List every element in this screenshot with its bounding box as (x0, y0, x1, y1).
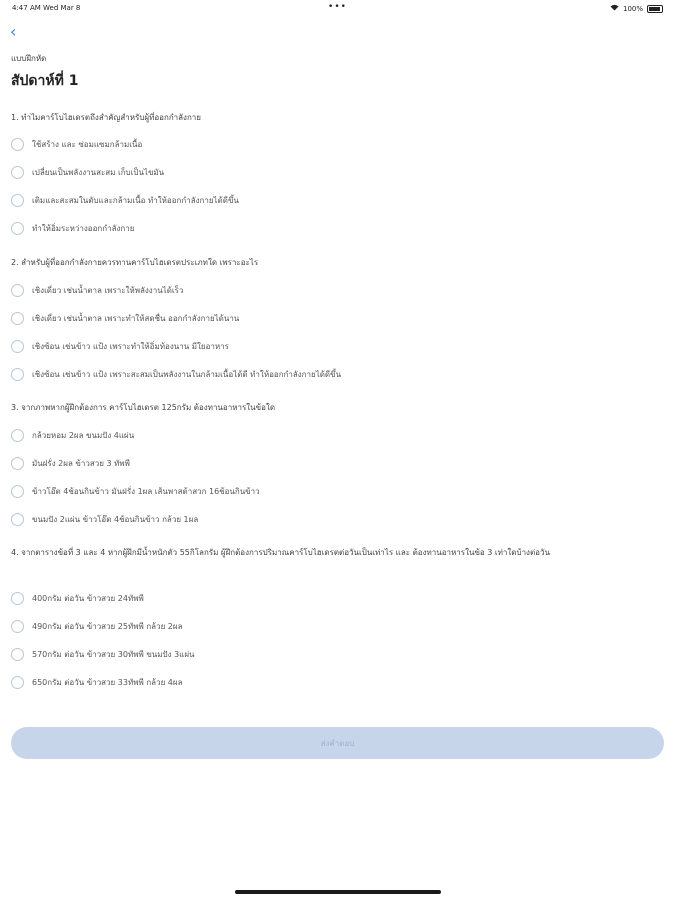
radio-button[interactable] (11, 429, 24, 442)
q1-option-4[interactable] (11, 220, 134, 236)
radio-button[interactable] (11, 312, 24, 325)
page-subtitle: แบบฝึกหัด (11, 54, 47, 63)
radio-button[interactable] (11, 620, 24, 633)
q4-option-3[interactable] (11, 646, 194, 662)
question-2: 2. สำหรับผู้ที่ออกกำลังกายควรทานคาร์โบไฮเดรตประเภทใด เพราะอะไร (11, 258, 259, 267)
battery-percent: 100% (622, 4, 643, 13)
option-label: กล้วยหอม 2ผล ขนมปัง 4แผ่น (32, 430, 135, 440)
q1-option-3[interactable] (11, 192, 239, 208)
radio-button[interactable] (11, 592, 24, 605)
option-label: เชิงซ้อน เช่นข้าว แป้ง เพราะทำให้อิ่มท้องนาน มีใยอาหาร (32, 341, 229, 351)
radio-button[interactable] (11, 284, 24, 297)
q3-option-3[interactable] (11, 483, 260, 499)
radio-button[interactable] (11, 340, 24, 353)
home-indicator[interactable] (235, 890, 441, 894)
wifi-icon (610, 4, 619, 13)
option-label: เชิงซ้อน เช่นข้าว แป้ง เพราะสะสมเป็นพลังงานในกล้ามเนื้อได้ดี ทำให้ออกกำลังกายได้ดีขึ้น (32, 369, 342, 379)
q1-option-1[interactable] (11, 136, 142, 152)
option-label: เชิงเดี่ยว เช่นน้ำตาล เพราะทำให้สดชื่น ออกกำลังกายได้นาน (32, 313, 240, 323)
question-4: 4. จากตารางข้อที่ 3 และ 4 หากผู้ฝึกมีน้ำหนักตัว 55กิโลกรัม ผู้ฝึกต้องการปริมาณคาร์โบไฮเดรตต่อวันเป็นเท่าไร และ ต้องทานอาหารในข้อ 3 เท่าใดบ้างต่อวัน (11, 548, 550, 557)
question-3: 3. จากภาพหากผู้ฝึกต้องการ คาร์โบไฮเดรต 125กรัม ต้องทานอาหารในข้อใด (11, 403, 276, 412)
submit-button[interactable]: ส่งคำตอบ (11, 727, 664, 759)
q2-option-3[interactable] (11, 338, 229, 354)
multitasking-dots[interactable]: ••• (328, 2, 347, 12)
question-1: 1. ทำไมคาร์โบไฮเดรตถึงสำคัญสำหรับผู้ที่ออกกำลังกาย (11, 113, 201, 122)
status-bar (0, 0, 675, 16)
q4-option-2[interactable] (11, 618, 182, 634)
option-label: ขนมปัง 2แผ่น ข้าวโอ๊ต 4ช้อนกินข้าว กล้วย 1ผล (32, 514, 199, 524)
q3-option-4[interactable] (11, 511, 198, 527)
option-label: ใช้สร้าง และ ซ่อมแซมกล้ามเนื้อ (32, 139, 143, 149)
page-title: สัปดาห์ที่ 1 (11, 73, 79, 89)
radio-button[interactable] (11, 485, 24, 498)
q2-option-4[interactable] (11, 366, 341, 382)
option-label: 490กรัม ต่อวัน ข้าวสวย 25ทัพพี กล้วย 2ผล (32, 621, 183, 631)
option-label: มันฝรั่ง 2ผล ข้าวสวย 3 ทัพพี (32, 458, 130, 468)
radio-button[interactable] (11, 222, 24, 235)
q1-option-2[interactable] (11, 164, 164, 180)
q2-option-2[interactable] (11, 310, 239, 326)
q4-option-1[interactable] (11, 590, 144, 606)
radio-button[interactable] (11, 138, 24, 151)
option-label: 570กรัม ต่อวัน ข้าวสวย 30ทัพพี ขนมปัง 3แผ่น (32, 649, 195, 659)
option-label: เติมและสะสมในตับและกล้ามเนื้อ ทำให้ออกกำลังกายได้ดีขึ้น (32, 195, 239, 205)
option-label: 650กรัม ต่อวัน ข้าวสวย 33ทัพพี กล้วย 4ผล (32, 677, 183, 687)
status-right (610, 4, 663, 13)
option-label: เชิงเดี่ยว เช่นน้ำตาล เพราะให้พลังงานได้เร็ว (32, 285, 184, 295)
radio-button[interactable] (11, 194, 24, 207)
q3-option-2[interactable] (11, 455, 130, 471)
radio-button[interactable] (11, 648, 24, 661)
radio-button[interactable] (11, 513, 24, 526)
option-label: เปลี่ยนเป็นพลังงานสะสม เก็บเป็นไขมัน (32, 167, 165, 177)
q4-option-4[interactable] (11, 674, 182, 690)
q2-option-1[interactable] (11, 282, 183, 298)
radio-button[interactable] (11, 676, 24, 689)
status-time: 4:47 AM Wed Mar 8 (12, 4, 81, 12)
option-label: 400กรัม ต่อวัน ข้าวสวย 24ทัพพี (32, 593, 144, 603)
radio-button[interactable] (11, 368, 24, 381)
radio-button[interactable] (11, 166, 24, 179)
battery-icon (647, 5, 663, 13)
radio-button[interactable] (11, 457, 24, 470)
option-label: ทำให้อิ่มระหว่างออกกำลังกาย (32, 223, 135, 233)
back-chevron-icon[interactable]: ‹ (10, 22, 17, 41)
option-label: ข้าวโอ๊ต 4ช้อนกินข้าว มันฝรั่ง 1ผล เส้นพาสต้าสวก 16ช้อนกินข้าว (32, 486, 260, 496)
q3-option-1[interactable] (11, 427, 134, 443)
